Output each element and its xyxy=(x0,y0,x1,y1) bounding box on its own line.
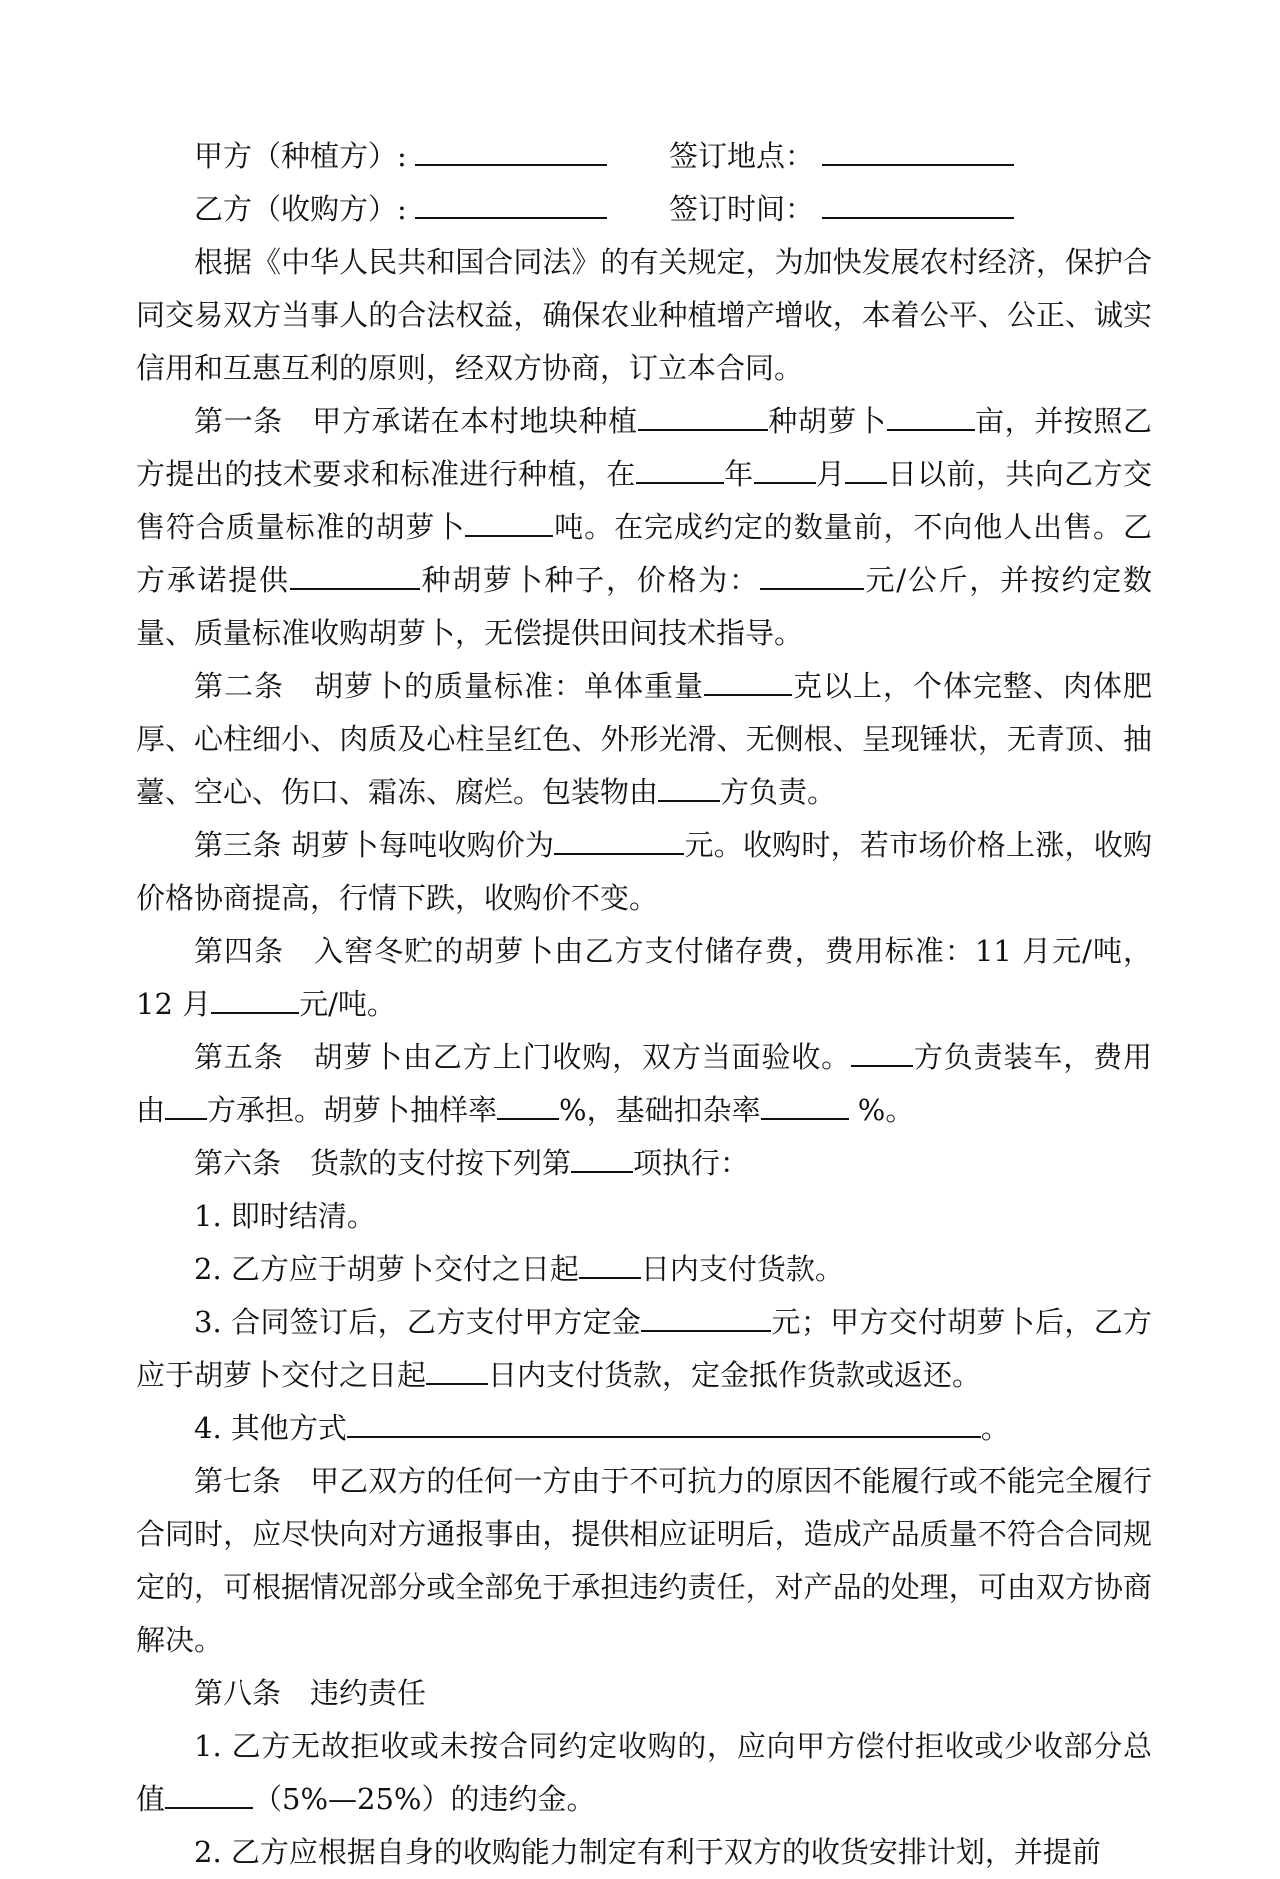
seed-variety-blank[interactable] xyxy=(290,562,420,590)
sign-place-blank[interactable] xyxy=(822,138,1014,166)
packaging-party-blank[interactable] xyxy=(658,774,720,802)
deposit-days-blank[interactable] xyxy=(426,1357,488,1385)
art2-text: 方负责。 xyxy=(720,775,837,809)
impurity-rate-blank[interactable] xyxy=(761,1092,849,1120)
art1-text: 种胡萝卜 xyxy=(767,404,887,438)
option4-text: 。 xyxy=(980,1411,1010,1445)
contract-document xyxy=(136,130,1152,1879)
party-a-cell xyxy=(194,130,669,183)
december-fee-blank[interactable] xyxy=(211,986,299,1014)
art6-text: 项执行： xyxy=(633,1146,750,1180)
breach1-text: 1. 乙方无故拒收或未按合同约定收购的，应向甲方偿付拒收或少收部分总值 xyxy=(136,1729,1152,1816)
article-2 xyxy=(136,660,1152,819)
payment-option-1: 1. 即时结清。 xyxy=(194,1199,376,1233)
option2-text: 2. 乙方应于胡萝卜交付之日起 xyxy=(194,1252,579,1286)
year-blank[interactable] xyxy=(636,456,724,484)
option3-text: 3. 合同签订后，乙方支付甲方定金 xyxy=(194,1305,642,1339)
month-blank[interactable] xyxy=(754,456,816,484)
art1-text: 第一条 甲方承诺在本村地块种植 xyxy=(194,404,638,438)
sign-place-label: 签订地点： xyxy=(669,139,815,173)
party-b-cell xyxy=(194,183,669,236)
article-8-title: 第八条 违约责任 xyxy=(194,1676,427,1710)
art1-text: 吨。在完成约定的数量前，不向他人出售。乙方承诺提供 xyxy=(136,510,1152,597)
seed-price-blank[interactable] xyxy=(760,562,864,590)
art3-text: 第三条 胡萝卜每吨收购价为 xyxy=(194,828,555,862)
art5-text: %，基础扣杂率 xyxy=(559,1093,761,1127)
party-a-blank[interactable] xyxy=(415,138,607,166)
unit-weight-blank[interactable] xyxy=(704,668,792,696)
art6-text: 第六条 货款的支付按下列第 xyxy=(194,1146,572,1180)
tonnage-blank[interactable] xyxy=(465,509,553,537)
art5-text: 第五条 胡萝卜由乙方上门收购，双方当面验收。 xyxy=(194,1040,852,1074)
art1-text: 月 xyxy=(815,457,846,491)
plot-blank[interactable] xyxy=(638,403,768,431)
art2-text: 第二条 胡萝卜的质量标准：单体重量 xyxy=(194,669,704,703)
article-3 xyxy=(136,819,1152,925)
payment-option-4 xyxy=(136,1402,1152,1455)
art3-text: 元。收购时，若市场价格上涨，收购价格协商提高，行情下跌，收购价不变。 xyxy=(136,828,1152,915)
breach-item-2: 2. 乙方应根据自身的收购能力制定有利于双方的收货安排计划，并提前 xyxy=(194,1835,1101,1869)
art5-text: 方负责装车，费用由 xyxy=(136,1040,1152,1127)
header-row-1 xyxy=(194,130,1152,183)
sampling-rate-blank[interactable] xyxy=(497,1092,559,1120)
article-5 xyxy=(136,1031,1152,1137)
payment-option-3 xyxy=(136,1296,1152,1402)
loading-party-blank[interactable] xyxy=(851,1039,913,1067)
sign-time-blank[interactable] xyxy=(822,191,1014,219)
sign-time-cell xyxy=(669,183,1014,236)
breach-item-1 xyxy=(136,1720,1152,1826)
article-7: 第七条 甲乙双方的任何一方由于不可抗力的原因不能履行或不能完全履行合同时，应尽快向对方通报事由，提供相应证明后，造成产品质量不符合合同规定的，可根据情况部分或全部免于承担违约责任，对产品的处理，可由双方协商解决。 xyxy=(136,1464,1152,1657)
area-blank[interactable] xyxy=(887,403,975,431)
breach1-text: （5%—25%）的违约金。 xyxy=(253,1782,596,1816)
payment-option-blank[interactable] xyxy=(571,1145,633,1173)
article-1 xyxy=(136,395,1152,660)
art1-text: 日以前，共向乙方交售符合质量标准的胡萝卜 xyxy=(136,457,1152,544)
cost-party-blank[interactable] xyxy=(165,1092,207,1120)
day-blank[interactable] xyxy=(845,456,887,484)
option4-text: 4. 其他方式 xyxy=(194,1411,347,1445)
sign-time-label: 签订时间： xyxy=(669,192,815,226)
party-b-blank[interactable] xyxy=(415,191,607,219)
price-per-ton-blank[interactable] xyxy=(554,827,684,855)
party-b-label: 乙方（收购方）: xyxy=(194,192,407,226)
art4-text: 元/吨。 xyxy=(299,987,396,1021)
option3-text: 日内支付货款，定金抵作货款或返还。 xyxy=(488,1358,982,1392)
option2-text: 日内支付货款。 xyxy=(640,1252,844,1286)
article-4 xyxy=(136,925,1152,1031)
payment-days-blank[interactable] xyxy=(579,1251,641,1279)
art1-text: 元/公斤，并按约定数量、质量标准收购胡萝卜，无偿提供田间技术指导。 xyxy=(136,563,1152,650)
art5-text: 方承担。胡萝卜抽样率 xyxy=(207,1093,498,1127)
art1-text: 亩，并按照乙方提出的技术要求和标准进行种植，在 xyxy=(136,404,1152,491)
preamble: 根据《中华人民共和国合同法》的有关规定，为加快发展农村经济，保护合同交易双方当事人的合法权益，确保农业种植增产增收，本着公平、公正、诚实信用和互惠互利的原则，经双方协商，订立本合同。 xyxy=(136,245,1152,385)
art2-text: 克以上，个体完整、肉体肥厚、心柱细小、肉质及心柱呈红色、外形光滑、无侧根、呈现锤状，无青顶、抽薹、空心、伤口、霜冻、腐烂。包装物由 xyxy=(136,669,1152,809)
other-method-blank[interactable] xyxy=(347,1410,981,1438)
art5-text: %。 xyxy=(848,1093,915,1127)
header-row-2 xyxy=(194,183,1152,236)
art4-text: 第四条 入窖冬贮的胡萝卜由乙方支付储存费，费用标准：11 月元/吨，12 月 xyxy=(136,934,1152,1021)
party-a-label: 甲方（种植方）: xyxy=(194,139,407,173)
article-6 xyxy=(136,1137,1152,1190)
penalty-blank[interactable] xyxy=(165,1781,253,1809)
payment-option-2 xyxy=(136,1243,1152,1296)
sign-place-cell xyxy=(669,130,1014,183)
art1-text: 年 xyxy=(723,457,754,491)
option3-text: 元；甲方交付胡萝卜后，乙方应于胡萝卜交付之日起 xyxy=(136,1305,1152,1392)
deposit-blank[interactable] xyxy=(641,1304,771,1332)
art1-text: 种胡萝卜种子，价格为： xyxy=(419,563,760,597)
